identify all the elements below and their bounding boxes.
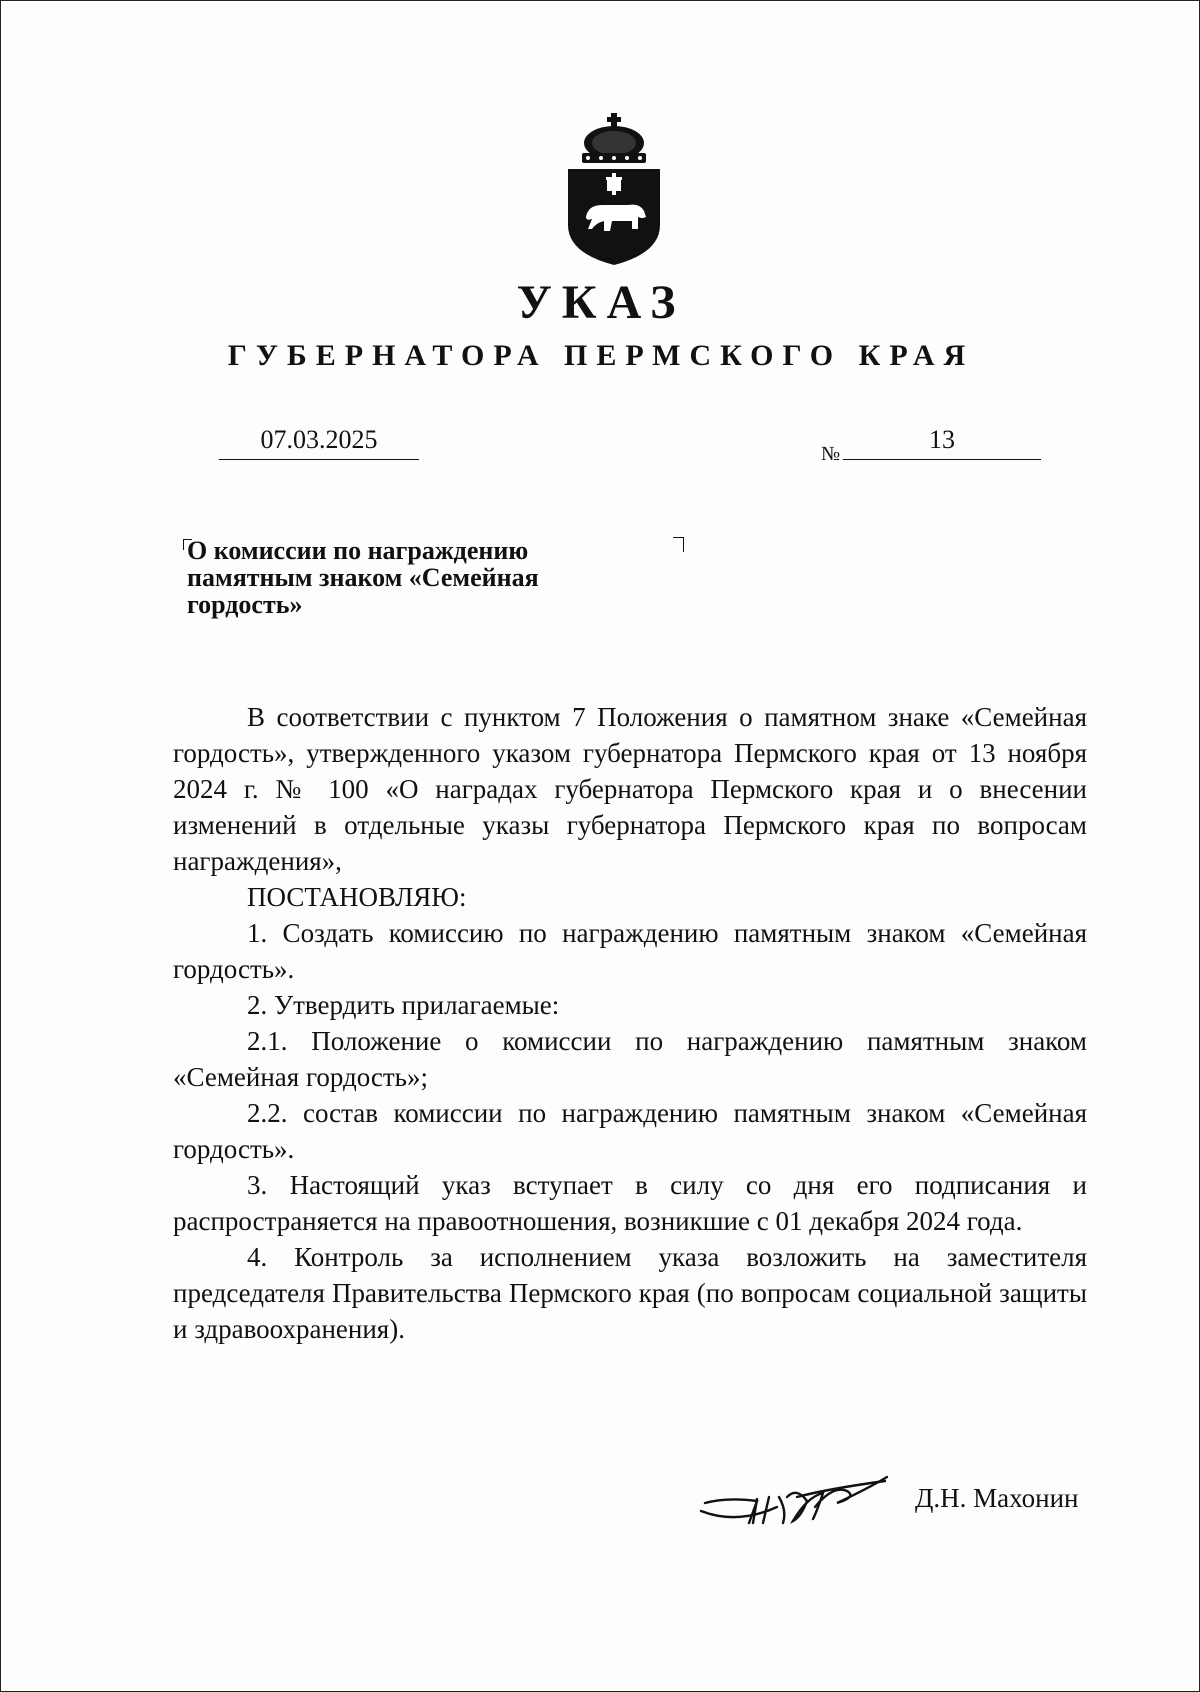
body-paragraph: 2. Утвердить прилагаемые: xyxy=(247,990,560,1020)
subject-line: О комиссии по награждению xyxy=(187,536,529,565)
body-paragraph: 1. Создать комиссию по награждению памятным знаком «Семейная гордость». xyxy=(173,918,1087,984)
decree-body xyxy=(173,699,1087,1347)
signature-icon xyxy=(697,1467,893,1533)
body-paragraph: 2.2. состав комиссии по награждению памятным знаком «Семейная гордость». xyxy=(173,1098,1087,1164)
coat-of-arms-icon xyxy=(566,113,662,265)
decree-number: 13 xyxy=(843,425,1041,460)
subject-line: памятным знаком «Семейная xyxy=(187,563,539,592)
decree-subject xyxy=(187,537,617,618)
subject-corner-right xyxy=(673,537,684,552)
decree-date: 07.03.2025 xyxy=(219,425,419,460)
body-paragraph: 2.1. Положение о комиссии по награждению памятным знаком «Семейная гордость»; xyxy=(173,1026,1087,1092)
subject-line: гордость» xyxy=(187,590,303,619)
body-paragraph: 3. Настоящий указ вступает в силу со дня его подписания и распространяется на правоотношения, возникшие с 01 декабря 2024 года. xyxy=(173,1170,1087,1236)
decree-issuer: ГУБЕРНАТОРА ПЕРМСКОГО КРАЯ xyxy=(227,339,975,372)
body-paragraph: ПОСТАНОВЛЯЮ: xyxy=(247,882,467,912)
body-paragraph: В соответствии с пунктом 7 Положения о памятном знаке «Семейная гордость», утвержденного указом губернатора Пермского края от 13 ноября 2024 г. № 100 «О наградах губернатора Пермского края и о внесении изменений в отдельные указы губернатора Пермского края по вопросам награждения», xyxy=(173,702,1087,876)
signer-name: Д.Н. Махонин xyxy=(915,1483,1079,1513)
decree-title: УКАЗ xyxy=(516,276,686,329)
number-sign: № xyxy=(821,443,841,465)
body-paragraph: 4. Контроль за исполнением указа возложить на заместителя председателя Правительства Пермского края (по вопросам социальной защиты и здравоохранения). xyxy=(173,1242,1087,1344)
